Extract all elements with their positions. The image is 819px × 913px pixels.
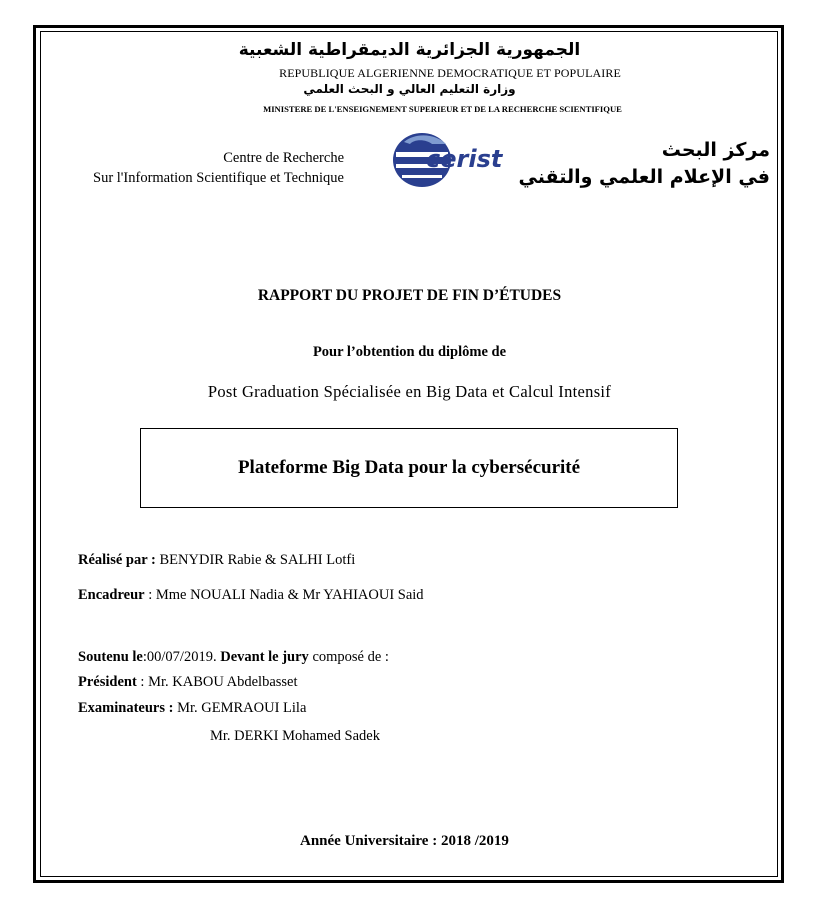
ministry-french: MINISTERE DE L'ENSEIGNEMENT SUPERIEUR ET DE LA RECHERCHE SCIENTIFIQUE <box>263 104 622 114</box>
encadreur-line <box>78 587 424 604</box>
title-box <box>140 428 678 508</box>
ministry-arabic: وزارة التعليم العالي و البحث العلمي <box>303 82 516 96</box>
report-purpose: Pour l’obtention du diplôme de <box>312 344 507 360</box>
institution-name-ar-line2: في الإعلام العلمي والتقني <box>518 166 770 188</box>
soutenu-value: :00/07/2019. <box>142 649 217 665</box>
soutenu-label: Soutenu le <box>78 649 143 665</box>
examinateurs-line <box>78 700 306 717</box>
institution-name-ar-line1: مركز البحث <box>661 139 770 161</box>
examinateurs-label: Examinateurs : <box>78 700 174 716</box>
realise-par-value: BENYDIR Rabie & SALHI Lotfi <box>159 552 356 568</box>
jury-value: composé de : <box>312 649 389 665</box>
examinateur-2: Mr. DERKI Mohamed Sadek <box>210 728 380 744</box>
jury-label: Devant le jury <box>220 649 309 665</box>
president-line <box>78 674 298 691</box>
president-value: : Mr. KABOU Abdelbasset <box>140 674 298 690</box>
republic-french: REPUBLIQUE ALGERIENNE DEMOCRATIQUE ET POPULAIRE <box>279 66 621 80</box>
report-title: Plateforme Big Data pour la cybersécurité <box>237 457 581 478</box>
academic-year: Année Universitaire : 2018 /2019 <box>300 833 509 849</box>
realise-par-label: Réalisé par : <box>78 552 156 568</box>
encadreur-value: : Mme NOUALI Nadia & Mr YAHIAOUI Said <box>148 587 424 603</box>
institution-name-arabic <box>518 137 770 191</box>
president-label: Président <box>78 674 137 690</box>
degree-name: Post Graduation Spécialisée en Big Data et Calcul Intensif <box>207 382 612 401</box>
cerist-logo-text: cerist <box>426 145 503 173</box>
realise-par-line <box>78 552 355 569</box>
institution-name-fr-line2: Sur l'Information Scientifique et Technique <box>93 170 344 186</box>
institution-name-french <box>80 148 344 188</box>
soutenu-line <box>78 649 389 666</box>
institution-name-fr-line1: Centre de Recherche <box>223 150 344 166</box>
republic-arabic: الجمهورية الجزائرية الديمقراطية الشعبية <box>238 40 581 60</box>
cerist-logo <box>392 130 514 190</box>
examinateur-1: Mr. GEMRAOUI Lila <box>177 700 307 716</box>
encadreur-label: Encadreur <box>78 587 145 603</box>
report-type: RAPPORT DU PROJET DE FIN D’ÉTUDES <box>257 287 562 304</box>
